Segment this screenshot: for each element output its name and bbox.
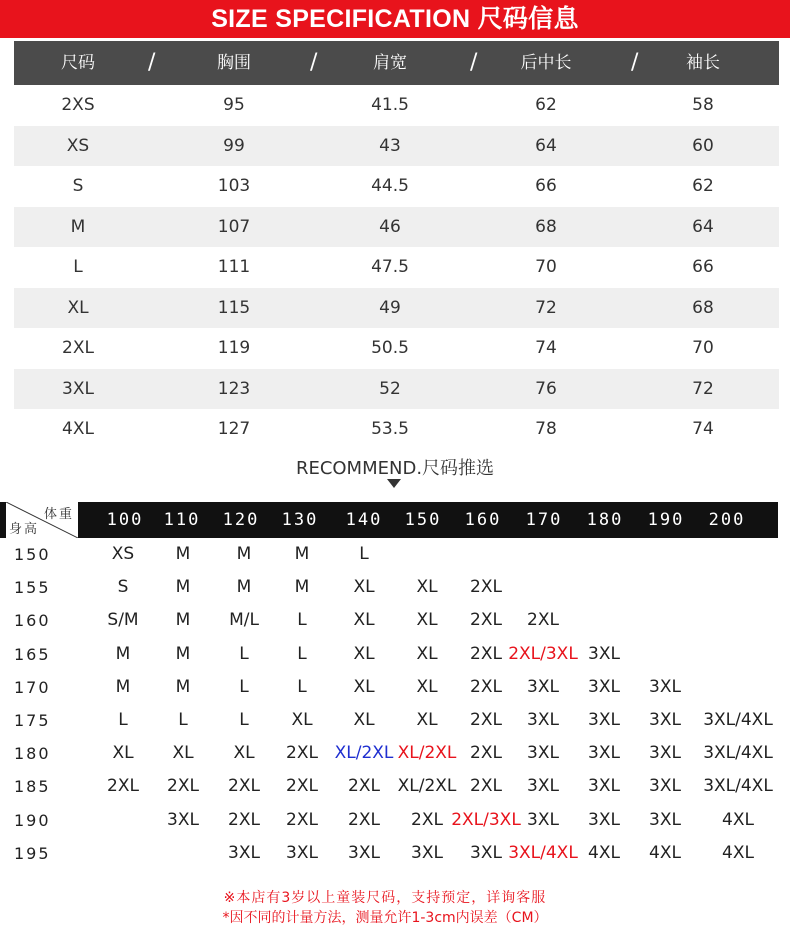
recommend-row bbox=[0, 638, 790, 671]
recommended-size: 3XL/4XL bbox=[703, 776, 773, 797]
table-cell: 111 bbox=[217, 257, 251, 277]
table-cell: 58 bbox=[692, 95, 714, 115]
recommended-size: 3XL/4XL bbox=[508, 842, 578, 863]
table-cell: 123 bbox=[217, 378, 251, 399]
page-title: SIZE SPECIFICATION 尺码信息 bbox=[211, 5, 579, 33]
recommended-size: XL bbox=[353, 676, 375, 697]
recommended-size: XL/2XL bbox=[334, 743, 394, 764]
table-cell: 70 bbox=[535, 257, 557, 277]
weight-value: 140 bbox=[345, 510, 383, 530]
table-cell: 50.5 bbox=[371, 338, 409, 358]
table-cell: 103 bbox=[217, 176, 251, 196]
recommended-size: M bbox=[294, 577, 310, 598]
header-separator: / bbox=[470, 50, 478, 75]
recommended-size: 2XL bbox=[286, 743, 318, 764]
height-value: 190 bbox=[14, 810, 51, 830]
recommended-size: XL bbox=[291, 710, 313, 730]
height-value: 170 bbox=[14, 677, 51, 697]
table-cell: 78 bbox=[535, 419, 557, 439]
table-row bbox=[14, 85, 779, 126]
recommended-size: XL/2XL bbox=[397, 743, 457, 764]
recommended-size: 2XL bbox=[411, 809, 443, 830]
recommended-size: XL/2XL bbox=[397, 776, 457, 797]
recommended-size: 3XL bbox=[527, 676, 559, 697]
recommended-size: M bbox=[236, 577, 252, 598]
table-cell: 41.5 bbox=[371, 95, 409, 115]
weight-value: 150 bbox=[404, 510, 442, 530]
table-cell: 2XL bbox=[62, 338, 94, 358]
table-cell: 74 bbox=[535, 338, 557, 358]
header-separator: / bbox=[631, 50, 639, 75]
recommended-size: S bbox=[117, 577, 129, 598]
recommended-size: 2XL bbox=[470, 610, 502, 631]
recommended-size: 2XL bbox=[470, 643, 502, 664]
height-value: 180 bbox=[14, 744, 51, 764]
table-cell: 66 bbox=[535, 176, 557, 196]
recommended-size: XL bbox=[233, 743, 255, 764]
recommend-row bbox=[0, 770, 790, 803]
weight-value: 190 bbox=[647, 510, 685, 530]
recommended-size: XL bbox=[416, 610, 438, 631]
recommended-size: 3XL bbox=[228, 842, 260, 863]
height-value: 195 bbox=[14, 843, 51, 863]
recommended-size: M bbox=[175, 643, 191, 664]
recommended-size: XL bbox=[416, 710, 438, 730]
recommended-size: 3XL bbox=[588, 809, 620, 830]
table-cell: 64 bbox=[535, 135, 557, 156]
table-cell: 53.5 bbox=[371, 419, 409, 439]
table-row bbox=[14, 166, 779, 207]
recommended-size: 3XL bbox=[649, 710, 681, 730]
table-cell: 47.5 bbox=[371, 257, 409, 277]
recommended-size: L bbox=[297, 676, 307, 697]
down-arrow-icon bbox=[387, 479, 401, 488]
recommended-size: M bbox=[115, 676, 131, 697]
recommend-row bbox=[0, 538, 790, 571]
recommended-size: M/L bbox=[229, 610, 259, 631]
recommended-size: 3XL bbox=[348, 842, 380, 863]
table-row bbox=[14, 369, 779, 410]
recommended-size: 3XL bbox=[527, 743, 559, 764]
table-cell: L bbox=[73, 257, 83, 277]
weight-value: 120 bbox=[222, 510, 260, 530]
recommend-row bbox=[0, 837, 790, 870]
table-cell: 62 bbox=[692, 176, 714, 196]
table-cell: 115 bbox=[217, 297, 251, 318]
recommended-size: 4XL bbox=[649, 842, 681, 863]
recommended-size: XL bbox=[172, 743, 194, 764]
corner-cell bbox=[6, 502, 78, 538]
header-back-length: 后中长 bbox=[520, 53, 572, 73]
recommended-size: L bbox=[297, 643, 307, 664]
table-cell: M bbox=[70, 216, 86, 237]
weight-label: 体重 bbox=[43, 507, 74, 522]
recommended-size: M bbox=[175, 610, 191, 631]
recommended-size: XL bbox=[112, 743, 134, 764]
header-separator: / bbox=[310, 50, 318, 75]
recommended-size: 3XL bbox=[649, 743, 681, 764]
height-label: 身高 bbox=[9, 522, 40, 537]
recommended-size: 3XL bbox=[527, 809, 559, 830]
recommended-size: 3XL/4XL bbox=[703, 710, 773, 730]
table-cell: 95 bbox=[223, 95, 245, 115]
height-value: 155 bbox=[14, 578, 51, 598]
recommended-size: XL bbox=[416, 643, 438, 664]
recommended-size: L bbox=[239, 643, 249, 664]
recommended-size: 4XL bbox=[722, 809, 754, 830]
height-value: 150 bbox=[14, 545, 51, 564]
height-value: 160 bbox=[14, 611, 51, 631]
table-cell: 127 bbox=[217, 419, 251, 439]
table-row bbox=[14, 288, 779, 329]
recommended-size: XL bbox=[353, 610, 375, 631]
table-cell: 70 bbox=[692, 338, 714, 358]
page-title-banner bbox=[0, 0, 790, 38]
recommended-size: 3XL bbox=[167, 809, 199, 830]
weight-value: 160 bbox=[464, 510, 502, 530]
note-measurement-error: *因不同的计量方法，测量允许1-3cm内误差（CM） bbox=[222, 910, 548, 926]
table-cell: 49 bbox=[379, 297, 401, 318]
recommended-size: M bbox=[236, 544, 252, 564]
table-cell: 52 bbox=[379, 378, 401, 399]
recommend-row bbox=[0, 704, 790, 737]
table-row bbox=[14, 207, 779, 248]
recommended-size: M bbox=[294, 544, 310, 564]
table-cell: 60 bbox=[692, 135, 714, 156]
table-cell: 72 bbox=[692, 378, 714, 399]
recommended-size: M bbox=[115, 643, 131, 664]
table-cell: 44.5 bbox=[371, 176, 409, 196]
recommended-size: L bbox=[178, 710, 188, 730]
recommend-row bbox=[0, 737, 790, 770]
recommended-size: 2XL bbox=[470, 776, 502, 797]
recommended-size: 3XL bbox=[527, 710, 559, 730]
recommend-title: RECOMMEND.尺码推选 bbox=[295, 458, 495, 479]
header-chest: 胸围 bbox=[217, 53, 251, 73]
weight-value: 100 bbox=[106, 510, 144, 530]
recommended-size: 2XL/3XL bbox=[451, 809, 521, 830]
table-cell: 76 bbox=[535, 378, 557, 399]
recommended-size: 3XL bbox=[649, 776, 681, 797]
recommended-size: 2XL bbox=[348, 776, 380, 797]
table-cell: 43 bbox=[379, 135, 401, 156]
recommended-size: M bbox=[175, 544, 191, 564]
recommended-size: XL bbox=[416, 676, 438, 697]
recommended-size: 2XL bbox=[470, 710, 502, 730]
recommended-size: 2XL bbox=[107, 776, 139, 797]
recommended-size: 3XL bbox=[411, 842, 443, 863]
recommended-size: 2XL bbox=[228, 809, 260, 830]
note-kids-sizes: ※本店有3岁以上童装尺码，支持预定，详询客服 bbox=[223, 890, 547, 906]
table-row bbox=[14, 126, 779, 167]
recommended-size: XL bbox=[353, 577, 375, 598]
recommended-size: XL bbox=[353, 643, 375, 664]
recommended-size: 3XL bbox=[588, 743, 620, 764]
recommended-size: 2XL bbox=[470, 676, 502, 697]
table-row bbox=[14, 409, 779, 450]
recommended-size: 3XL bbox=[588, 776, 620, 797]
table-cell: XL bbox=[67, 297, 89, 318]
weight-value: 110 bbox=[163, 510, 201, 530]
recommend-row bbox=[0, 804, 790, 837]
recommended-size: XS bbox=[111, 544, 135, 564]
table-cell: XS bbox=[66, 135, 90, 156]
recommended-size: XL bbox=[353, 710, 375, 730]
recommended-size: 2XL/3XL bbox=[508, 643, 578, 664]
recommended-size: 3XL bbox=[286, 842, 318, 863]
recommended-size: L bbox=[239, 710, 249, 730]
size-table-header bbox=[14, 41, 779, 85]
recommended-size: M bbox=[175, 676, 191, 697]
recommended-size: 3XL bbox=[649, 676, 681, 697]
header-shoulder: 肩宽 bbox=[373, 53, 407, 73]
height-value: 185 bbox=[14, 777, 51, 797]
table-cell: 62 bbox=[535, 95, 557, 115]
table-cell: 4XL bbox=[62, 419, 94, 439]
table-cell: 3XL bbox=[62, 378, 94, 399]
table-cell: 2XS bbox=[61, 95, 95, 115]
height-value: 175 bbox=[14, 711, 51, 730]
header-separator: / bbox=[148, 50, 156, 75]
table-cell: 46 bbox=[379, 216, 401, 237]
table-row bbox=[14, 247, 779, 288]
header-sleeve: 袖长 bbox=[686, 53, 720, 73]
weight-value: 200 bbox=[708, 510, 746, 530]
recommended-size: 3XL bbox=[588, 676, 620, 697]
table-cell: 119 bbox=[217, 338, 251, 358]
recommend-row bbox=[0, 671, 790, 704]
weight-value: 130 bbox=[281, 510, 319, 530]
recommended-size: L bbox=[118, 710, 128, 730]
recommend-row bbox=[0, 571, 790, 604]
recommended-size: 3XL bbox=[470, 842, 502, 863]
recommended-size: L bbox=[239, 676, 249, 697]
recommended-size: 3XL/4XL bbox=[703, 743, 773, 764]
table-row bbox=[14, 328, 779, 369]
table-cell: 99 bbox=[223, 135, 245, 156]
recommended-size: 2XL bbox=[527, 610, 559, 631]
table-cell: 74 bbox=[692, 419, 714, 439]
recommend-row bbox=[0, 604, 790, 637]
recommended-size: 3XL bbox=[649, 809, 681, 830]
recommended-size: 2XL bbox=[167, 776, 199, 797]
recommended-size: 4XL bbox=[722, 842, 754, 863]
table-cell: 64 bbox=[692, 216, 714, 237]
recommended-size: L bbox=[359, 544, 369, 564]
table-cell: 68 bbox=[692, 297, 714, 318]
height-value: 165 bbox=[14, 644, 51, 664]
recommended-size: 2XL bbox=[470, 577, 502, 598]
recommended-size: XL bbox=[416, 577, 438, 598]
recommended-size: 3XL bbox=[588, 710, 620, 730]
table-cell: 66 bbox=[692, 257, 714, 277]
recommended-size: 2XL bbox=[286, 776, 318, 797]
recommended-size: M bbox=[175, 577, 191, 598]
recommended-size: 4XL bbox=[588, 842, 620, 863]
table-cell: 72 bbox=[535, 297, 557, 318]
header-size: 尺码 bbox=[61, 53, 95, 73]
recommended-size: L bbox=[297, 610, 307, 631]
recommended-size: S/M bbox=[107, 610, 139, 631]
weight-value: 180 bbox=[586, 510, 624, 530]
recommended-size: 2XL bbox=[348, 809, 380, 830]
table-cell: 107 bbox=[217, 216, 251, 237]
table-cell: S bbox=[72, 176, 84, 196]
weight-value: 170 bbox=[525, 510, 563, 530]
recommended-size: 2XL bbox=[470, 743, 502, 764]
table-cell: 68 bbox=[535, 216, 557, 237]
recommended-size: 3XL bbox=[527, 776, 559, 797]
recommended-size: 2XL bbox=[286, 809, 318, 830]
recommended-size: 3XL bbox=[588, 643, 620, 664]
recommended-size: 2XL bbox=[228, 776, 260, 797]
